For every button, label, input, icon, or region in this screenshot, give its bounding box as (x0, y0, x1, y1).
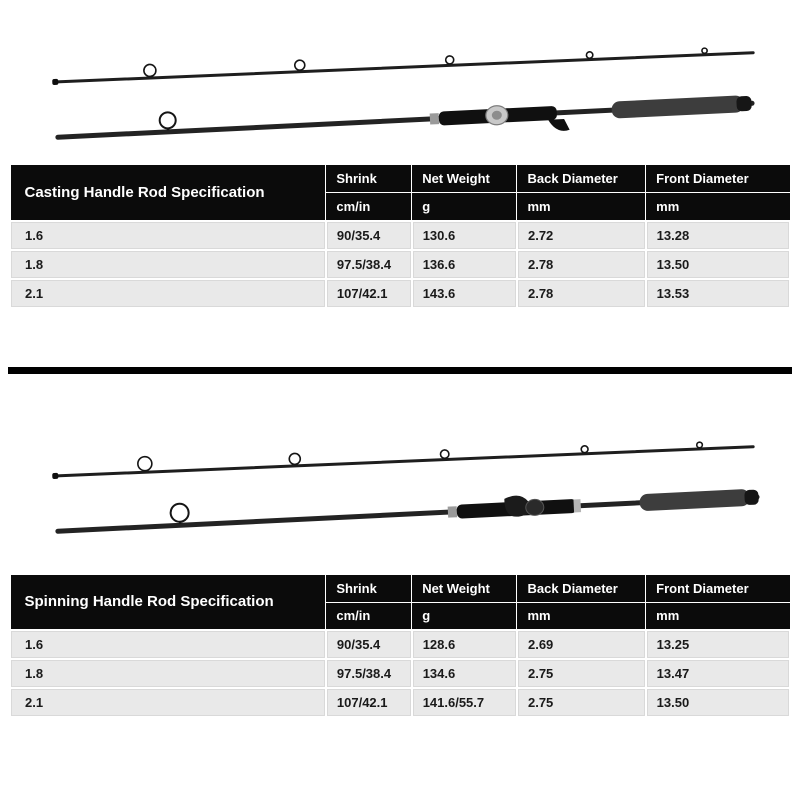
front-diameter-cell: 13.47 (646, 659, 790, 688)
casting-rod-illustration (0, 26, 800, 156)
back-diameter-cell: 2.78 (517, 279, 646, 308)
spec-row (10, 659, 790, 688)
shrink-cell: 90/35.4 (326, 630, 412, 659)
unit-header-back-diameter: mm (517, 193, 646, 221)
shrink-cell: 97.5/38.4 (326, 659, 412, 688)
net-weight-cell: 130.6 (412, 221, 517, 250)
back-diameter-cell: 2.78 (517, 250, 646, 279)
spec-row (10, 630, 790, 659)
unit-header-net-weight: g (412, 193, 517, 221)
winding-check (448, 506, 458, 517)
column-header-shrink: Shrink (326, 574, 412, 602)
net-weight-cell: 141.6/55.7 (412, 688, 517, 717)
front-diameter-cell: 13.53 (646, 279, 790, 308)
spec-row (10, 688, 790, 717)
length-cell: 1.6 (10, 630, 326, 659)
stripper-guide-ring (159, 112, 176, 129)
unit-header-front-diameter: mm (646, 193, 790, 221)
spec-row (10, 250, 790, 279)
casting-reel-seat (438, 102, 569, 137)
spinning-rod-illustration (0, 420, 800, 550)
length-cell: 2.1 (10, 688, 326, 717)
length-cell: 1.8 (10, 250, 326, 279)
stripper-guide-ring (170, 503, 189, 522)
shrink-cell: 90/35.4 (326, 221, 412, 250)
column-header-net-weight: Net Weight (412, 574, 517, 602)
section-divider (8, 367, 792, 374)
column-header-front-diameter: Front Diameter (646, 165, 790, 193)
net-weight-cell: 143.6 (412, 279, 517, 308)
length-cell: 1.6 (10, 221, 326, 250)
length-cell: 1.8 (10, 659, 326, 688)
spinning-rod-image (0, 420, 800, 550)
rod-butt-piece (54, 84, 755, 156)
column-header-back-diameter: Back Diameter (517, 165, 646, 193)
foam-handle (639, 488, 759, 511)
column-header-net-weight: Net Weight (412, 165, 517, 193)
shrink-cell: 107/42.1 (326, 279, 412, 308)
spec-row (10, 221, 790, 250)
butt-cap (736, 96, 752, 112)
unit-header-back-diameter: mm (517, 602, 646, 630)
net-weight-cell: 134.6 (412, 659, 517, 688)
front-diameter-cell: 13.50 (646, 688, 790, 717)
back-diameter-cell: 2.69 (517, 630, 646, 659)
back-diameter-cell: 2.75 (517, 688, 646, 717)
casting-spec-table (9, 164, 791, 309)
net-weight-cell: 136.6 (412, 250, 517, 279)
front-diameter-cell: 13.25 (646, 630, 790, 659)
unit-header-net-weight: g (412, 602, 517, 630)
spinning-reel-seat (456, 492, 581, 519)
product-spec-sheet (0, 26, 800, 800)
table-title: Spinning Handle Rod Specification (10, 574, 326, 630)
back-diameter-cell: 2.75 (517, 659, 646, 688)
length-cell: 2.1 (10, 279, 326, 308)
unit-header-shrink: cm/in (326, 602, 412, 630)
casting-rod-image (0, 26, 800, 156)
shrink-cell: 107/42.1 (326, 688, 412, 717)
shrink-cell: 97.5/38.4 (326, 250, 412, 279)
column-header-back-diameter: Back Diameter (517, 574, 646, 602)
spec-row (10, 279, 790, 308)
winding-check (430, 113, 440, 124)
rod-tip-piece (52, 39, 755, 85)
foam-handle (611, 95, 752, 119)
seat-ring (573, 499, 581, 512)
butt-cap (744, 489, 759, 505)
unit-header-shrink: cm/in (326, 193, 412, 221)
column-header-shrink: Shrink (326, 165, 412, 193)
column-header-front-diameter: Front Diameter (646, 574, 790, 602)
spinning-spec-table (9, 574, 791, 719)
table-title: Casting Handle Rod Specification (10, 165, 326, 221)
net-weight-cell: 128.6 (412, 630, 517, 659)
front-diameter-cell: 13.50 (646, 250, 790, 279)
back-diameter-cell: 2.72 (517, 221, 646, 250)
rod-tip-piece (52, 431, 755, 479)
unit-header-front-diameter: mm (646, 602, 790, 630)
front-diameter-cell: 13.28 (646, 221, 790, 250)
rod-butt-piece (54, 475, 760, 539)
trigger-grip (548, 119, 570, 132)
